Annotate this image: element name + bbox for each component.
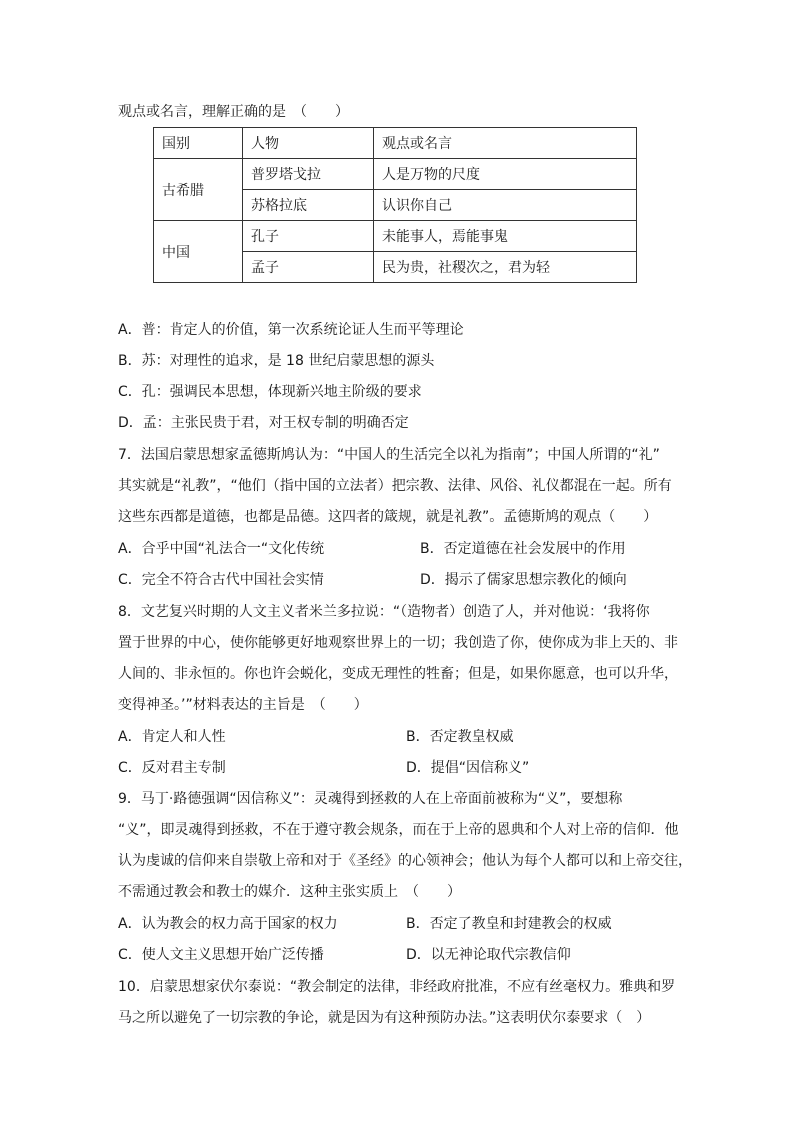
table-row: [154, 221, 637, 252]
q9-stem-line: “义”，即灵魂得到拯救，不在于遵守教会规条，而在于上帝的恩典和个人对上帝的信仰．他: [118, 822, 679, 838]
q8-stem-line: 变得神圣。’”材料表达的主旨是 （ ）: [118, 697, 368, 713]
header-country: 国别: [154, 128, 243, 159]
quote-cell: 认识你自己: [374, 190, 637, 221]
q7-stem-line: 其实就是“礼教”，“他们（指中国的立法者）把宗教、法律、风俗、礼仪都混在一起。所有: [118, 478, 672, 494]
q8-stem-line: 置于世界的中心，使你能够更好地观察世界上的一切；我创造了你，使你成为非上天的、非: [118, 635, 678, 651]
q9-stem-line: 认为虔诚的信仰来自崇敬上帝和对于《圣经》的心领神会；他认为每个人都可以和上帝交往，: [118, 853, 692, 869]
q6-option-d[interactable]: D．孟：主张民贵于君，对王权专制的明确否定: [118, 415, 409, 431]
person-cell: 孔子: [243, 221, 374, 252]
q10-stem-line: 马之所以避免了一切宗教的争论，就是因为有这种预防办法。”这表明伏尔泰要求（ ）: [118, 1010, 651, 1026]
person-cell: 普罗塔戈拉: [243, 159, 374, 190]
q9-option-d[interactable]: D．以无神论取代宗教信仰: [406, 947, 571, 963]
q8-stem-line: 人间的、非永恒的。你也许会蜕化，变成无理性的牲畜；但是，如果你愿意，也可以升华，: [118, 666, 678, 682]
q6-option-b[interactable]: B．苏：对理性的追求，是 18 世纪启蒙思想的源头: [118, 353, 435, 369]
person-cell: 苏格拉底: [243, 190, 374, 221]
q8-option-c[interactable]: C．反对君主专制: [118, 760, 226, 776]
q9-option-c[interactable]: C．使人文主义思想开始广泛传播: [118, 947, 324, 963]
header-person: 人物: [243, 128, 374, 159]
country-cell: 中国: [154, 221, 243, 283]
q6-option-a[interactable]: A．普：肯定人的价值，第一次系统论证人生而平等理论: [118, 322, 464, 338]
header-quote: 观点或名言: [374, 128, 637, 159]
table-header-row: [154, 128, 637, 159]
q10-stem-line: 10．启蒙思想家伏尔泰说：“教会制定的法律，非经政府批准，不应有丝毫权力。雅典和罗: [118, 979, 676, 995]
q7-stem-line: 7．法国启蒙思想家孟德斯鸠认为：“中国人的生活完全以礼为指南”；中国人所谓的“礼”: [118, 447, 660, 463]
q7-option-c[interactable]: C．完全不符合古代中国社会实情: [118, 572, 324, 588]
q9-stem-line: 9．马丁·路德强调“因信称义”：灵魂得到拯救的人在上帝面前被称为“义”，要想称: [118, 791, 623, 807]
thinkers-table: [153, 127, 637, 283]
q9-option-b[interactable]: B．否定了教皇和封建教会的权威: [406, 916, 612, 932]
q9-stem-line: 不需通过教会和教士的媒介．这种主张实质上 （ ）: [118, 884, 461, 900]
q7-stem-line: 这些东西都是道德，也都是品德。这四者的箴规，就是礼教”。孟德斯鸠的观点（ ）: [118, 509, 658, 525]
q8-option-d[interactable]: D．提倡“因信称义”: [406, 760, 530, 776]
country-cell: 古希腊: [154, 159, 243, 221]
q8-option-a[interactable]: A．肯定人和人性: [118, 729, 226, 745]
q9-option-a[interactable]: A．认为教会的权力高于国家的权力: [118, 916, 338, 932]
quote-cell: 人是万物的尺度: [374, 159, 637, 190]
q6-intro: 观点或名言，理解正确的是 （ ）: [118, 104, 349, 120]
quote-cell: 未能事人，焉能事鬼: [374, 221, 637, 252]
quote-cell: 民为贵，社稷次之，君为轻: [374, 252, 637, 283]
q7-option-d[interactable]: D．揭示了儒家思想宗教化的倾向: [420, 572, 627, 588]
table-row: [154, 159, 637, 190]
q7-option-b[interactable]: B．否定道德在社会发展中的作用: [420, 541, 626, 557]
q8-option-b[interactable]: B．否定教皇权威: [406, 729, 514, 745]
person-cell: 孟子: [243, 252, 374, 283]
q8-stem-line: 8．文艺复兴时期的人文主义者米兰多拉说：“（造物者）创造了人，并对他说：‘我将你: [118, 604, 650, 620]
q7-option-a[interactable]: A．合乎中国“礼法合一“文化传统: [118, 541, 325, 557]
q6-option-c[interactable]: C．孔：强调民本思想，体现新兴地主阶级的要求: [118, 384, 422, 400]
